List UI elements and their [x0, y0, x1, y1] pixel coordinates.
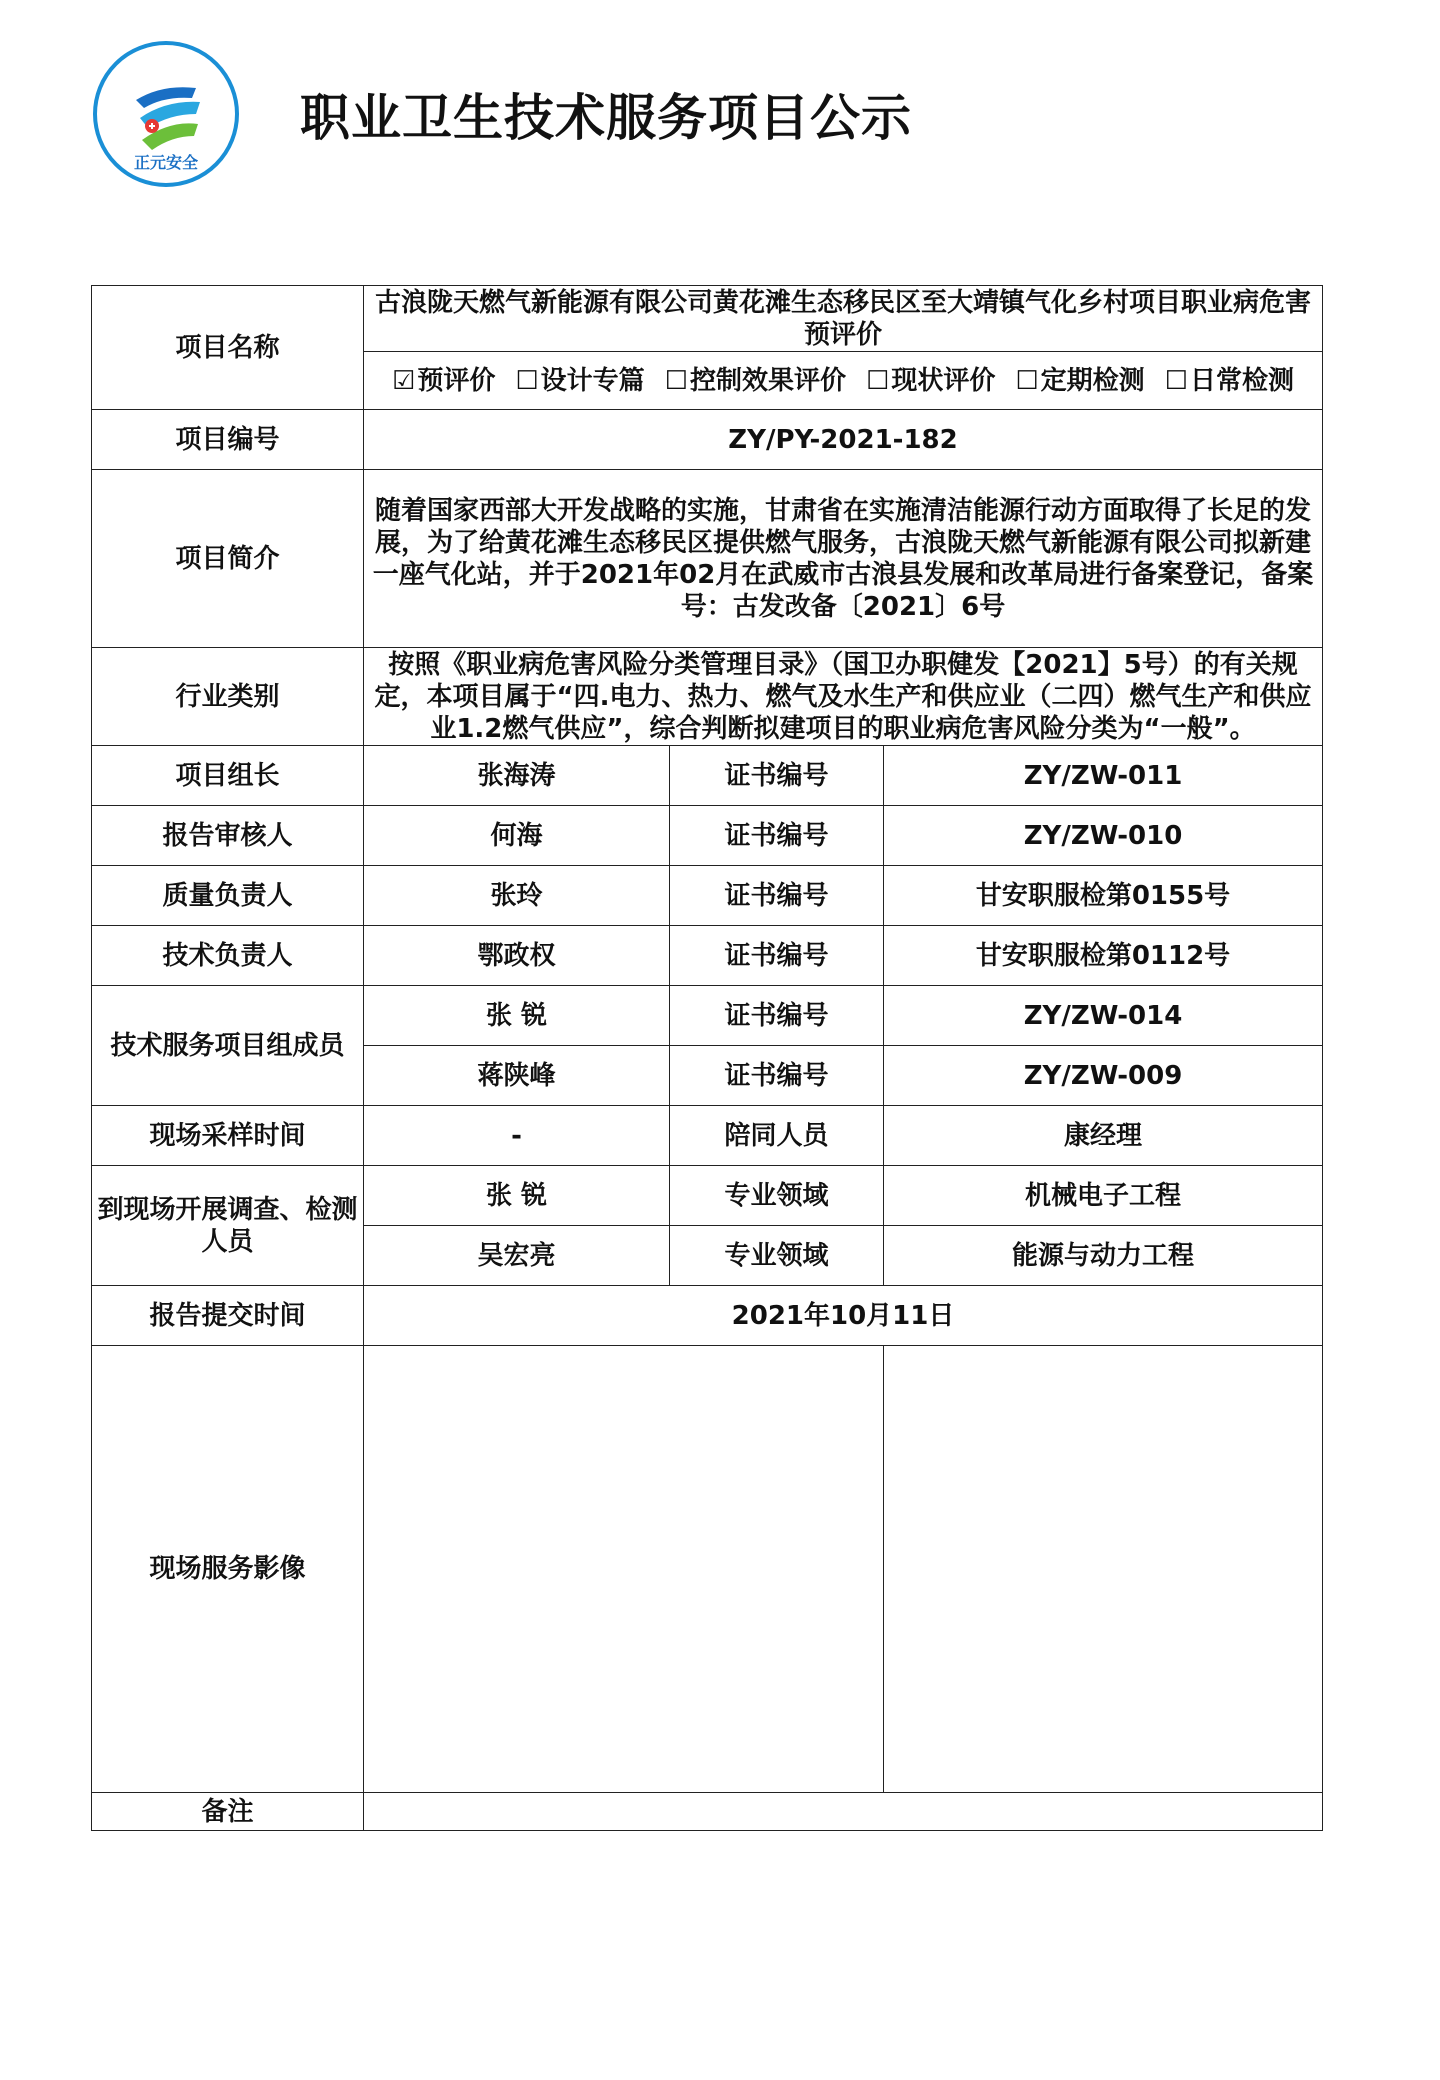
survey-staff-name: 张 锐 [364, 1166, 670, 1226]
industry-text: 按照《职业病危害风险分类管理目录》（国卫办职健发【2021】5号）的有关规定，本项目属于“四.电力、热力、燃气及水生产和供应业（二四）燃气生产和供应业1.2燃气供应”，综合判断拟建项目的职业病危害风险分类为“一般”。 [364, 648, 1323, 746]
photos-label: 现场服务影像 [92, 1346, 364, 1793]
photo-slot-right [884, 1346, 1323, 1793]
cert-label: 证书编号 [670, 986, 884, 1046]
cert-label: 证书编号 [670, 806, 884, 866]
tech-cert: 甘安职服检第0112号 [884, 926, 1323, 986]
type-option-periodic: ☐定期检测 [1015, 365, 1145, 396]
type-option-design: ☐设计专篇 [515, 365, 645, 396]
member-cert: ZY/ZW-009 [884, 1046, 1323, 1106]
cert-label: 证书编号 [670, 866, 884, 926]
sampling-time-label: 现场采样时间 [92, 1106, 364, 1166]
reviewer-label: 报告审核人 [92, 806, 364, 866]
notice-table [91, 285, 1323, 1831]
field-label: 专业领域 [670, 1226, 884, 1286]
unchecked-box-icon: ☐ [515, 365, 539, 396]
cert-label: 证书编号 [670, 1046, 884, 1106]
logo-text: 正元安全 [133, 153, 199, 172]
page-title: 职业卫生技术服务项目公示 [300, 89, 912, 147]
project-intro: 随着国家西部大开发战略的实施，甘肃省在实施清洁能源行动方面取得了长足的发展，为了给黄花滩生态移民区提供燃气服务，古浪陇天燃气新能源有限公司拟新建一座气化站，并于2021年02月在武威市古浪县发展和改革局进行备案登记，备案号：古发改备〔2021〕6号 [364, 470, 1323, 648]
reviewer-name: 何海 [364, 806, 670, 866]
survey-staff-field: 机械电子工程 [884, 1166, 1323, 1226]
survey-staff-name: 吴宏亮 [364, 1226, 670, 1286]
type-option-status: ☐现状评价 [866, 365, 996, 396]
project-number: ZY/PY-2021-182 [364, 410, 1323, 470]
submit-time-label: 报告提交时间 [92, 1286, 364, 1346]
cert-label: 证书编号 [670, 926, 884, 986]
quality-name: 张玲 [364, 866, 670, 926]
sampling-time: - [364, 1106, 670, 1166]
industry-label: 行业类别 [92, 648, 364, 746]
field-label: 专业领域 [670, 1166, 884, 1226]
unchecked-box-icon: ☐ [1015, 365, 1039, 396]
quality-label: 质量负责人 [92, 866, 364, 926]
leader-label: 项目组长 [92, 746, 364, 806]
remark-label: 备注 [92, 1793, 364, 1831]
type-option-control-effect: ☐控制效果评价 [664, 365, 846, 396]
remark-value [364, 1793, 1323, 1831]
type-option-pre-evaluation: ☑预评价 [392, 365, 496, 396]
tech-name: 鄂政权 [364, 926, 670, 986]
unchecked-box-icon: ☐ [866, 365, 890, 396]
survey-staff-label: 到现场开展调查、检测人员 [92, 1166, 364, 1286]
type-option-daily: ☐日常检测 [1164, 365, 1294, 396]
project-intro-label: 项目简介 [92, 470, 364, 648]
project-number-label: 项目编号 [92, 410, 364, 470]
unchecked-box-icon: ☐ [1164, 365, 1188, 396]
members-label: 技术服务项目组成员 [92, 986, 364, 1106]
survey-staff-field: 能源与动力工程 [884, 1226, 1323, 1286]
project-name-label: 项目名称 [92, 286, 364, 410]
companion-name: 康经理 [884, 1106, 1323, 1166]
submit-date: 2021年10月11日 [364, 1286, 1323, 1346]
leader-cert: ZY/ZW-011 [884, 746, 1323, 806]
tech-label: 技术负责人 [92, 926, 364, 986]
member-name: 张 锐 [364, 986, 670, 1046]
checked-box-icon: ☑ [392, 365, 416, 396]
cert-label: 证书编号 [670, 746, 884, 806]
quality-cert: 甘安职服检第0155号 [884, 866, 1323, 926]
photo-slot-left [364, 1346, 884, 1793]
leader-name: 张海涛 [364, 746, 670, 806]
member-cert: ZY/ZW-014 [884, 986, 1323, 1046]
reviewer-cert: ZY/ZW-010 [884, 806, 1323, 866]
project-type-options [364, 352, 1323, 410]
company-logo [92, 40, 240, 188]
member-name: 蒋陕峰 [364, 1046, 670, 1106]
unchecked-box-icon: ☐ [664, 365, 688, 396]
project-name: 古浪陇天燃气新能源有限公司黄花滩生态移民区至大靖镇气化乡村项目职业病危害预评价 [364, 286, 1323, 352]
companion-label: 陪同人员 [670, 1106, 884, 1166]
